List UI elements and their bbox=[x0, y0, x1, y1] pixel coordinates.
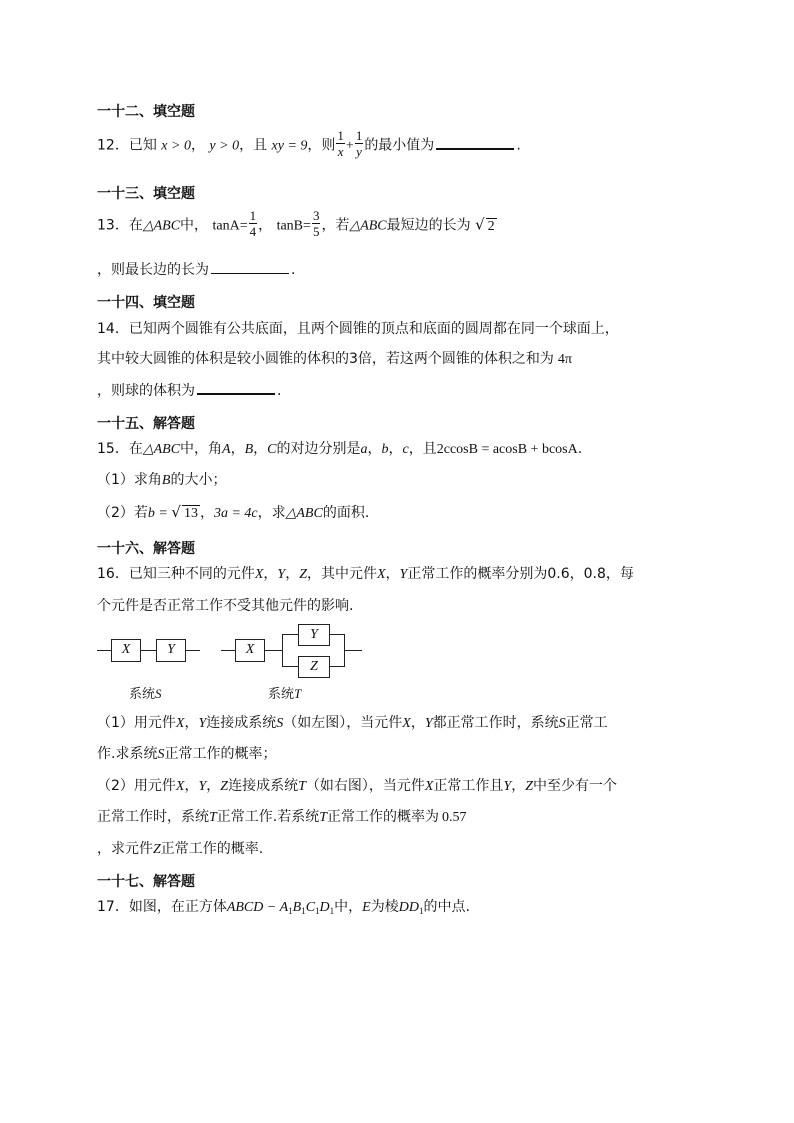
wire bbox=[140, 650, 156, 651]
question-14-line1: 14．已知两个圆锥有公共底面，且两个圆锥的顶点和底面的圆周都在同一个球面上， bbox=[97, 321, 619, 337]
wire bbox=[329, 634, 344, 635]
wire bbox=[282, 634, 298, 635]
question-17: 17．如图，在正方体ABCD − $A_1B_1C_1D_1$中，E为棱$DD_1$的中点. bbox=[97, 899, 470, 916]
fraction-tanA: $\frac{1}{4}$ bbox=[249, 208, 257, 239]
wire bbox=[221, 650, 235, 651]
question-16-part1-line1: （1）用元件X，Y连接成系统S（如左图），当元件X，Y都正常工作时，系统S正常工 bbox=[97, 715, 608, 731]
wire bbox=[185, 650, 200, 651]
component-x-box: X bbox=[111, 639, 141, 662]
component-z-box: Z bbox=[298, 656, 330, 678]
question-13: 13．在△ABC中， tanA= $\frac{1}{4}$ ， tanB= $\frac{3}{5}$ ，若△ABC最短边的长为 √ 2 bbox=[97, 208, 495, 239]
component-y-box: Y bbox=[298, 624, 330, 646]
answer-blank-12[interactable] bbox=[436, 147, 514, 150]
answer-blank-14[interactable] bbox=[197, 392, 275, 395]
system-s-label: 系统S bbox=[129, 686, 162, 702]
section-header-16: 一十六、解答题 bbox=[97, 541, 195, 557]
component-x-box: X bbox=[235, 639, 265, 662]
wire bbox=[97, 650, 111, 651]
question-15-part2: （2）若b = √ 13 ，3a = 4c，求△ABC的面积. bbox=[97, 503, 370, 521]
answer-blank-13[interactable] bbox=[211, 272, 289, 274]
section-header-12: 一十二、填空题 bbox=[97, 104, 195, 120]
wire bbox=[344, 650, 362, 651]
question-16-line2: 个元件是否正常工作不受其他元件的影响. bbox=[97, 598, 354, 614]
question-12: 12．已知 x > 0， y > 0，且 xy = 9，则 $\frac{1}{x}$ + $\frac{1}{y}$ 的最小值为 . bbox=[97, 128, 521, 159]
section-header-13: 一十三、填空题 bbox=[97, 186, 195, 202]
section-header-14: 一十四、填空题 bbox=[97, 295, 195, 311]
question-16-part1-line2: 作.求系统S正常工作的概率； bbox=[97, 746, 277, 762]
section-header-17: 一十七、解答题 bbox=[97, 874, 195, 890]
question-14-line2: 其中较大圆锥的体积是较小圆锥的体积的3倍，若这两个圆锥的体积之和为 4π bbox=[97, 351, 572, 367]
component-y-box: Y bbox=[156, 639, 186, 662]
question-15-line1: 15．在△ABC中，角A，B，C的对边分别是a，b，c，且2ccosB = acosB + bcosA. bbox=[97, 441, 583, 457]
question-16-line1: 16．已知三种不同的元件X，Y，Z，其中元件X，Y正常工作的概率分别为0.6，0.8，每 bbox=[97, 566, 634, 582]
wire bbox=[264, 650, 282, 651]
system-t-label: 系统T bbox=[268, 686, 302, 702]
question-13-line2: ，则最长边的长为 . bbox=[97, 262, 296, 278]
question-16-part2-line1: （2）用元件X，Y，Z连接成系统T（如右图），当元件X正常工作且Y，Z中至少有一个 bbox=[97, 778, 618, 794]
fraction-1-over-y: $\frac{1}{y}$ bbox=[355, 128, 363, 159]
wire bbox=[282, 634, 283, 667]
question-16-part2-line2: 正常工作时，系统T正常工作.若系统T正常工作的概率为 0.57 bbox=[97, 809, 467, 825]
question-14-line3: ，则球的体积为 . bbox=[97, 383, 282, 399]
wire bbox=[282, 666, 298, 667]
wire bbox=[329, 666, 344, 667]
question-15-part1: （1）求角B的大小； bbox=[97, 472, 227, 488]
fraction-1-over-x: $\frac{1}{x}$ bbox=[337, 128, 344, 159]
section-header-15: 一十五、解答题 bbox=[97, 416, 195, 432]
fraction-tanB: $\frac{3}{5}$ bbox=[312, 208, 320, 239]
question-16-part2-line3: ，求元件Z正常工作的概率. bbox=[97, 841, 264, 857]
